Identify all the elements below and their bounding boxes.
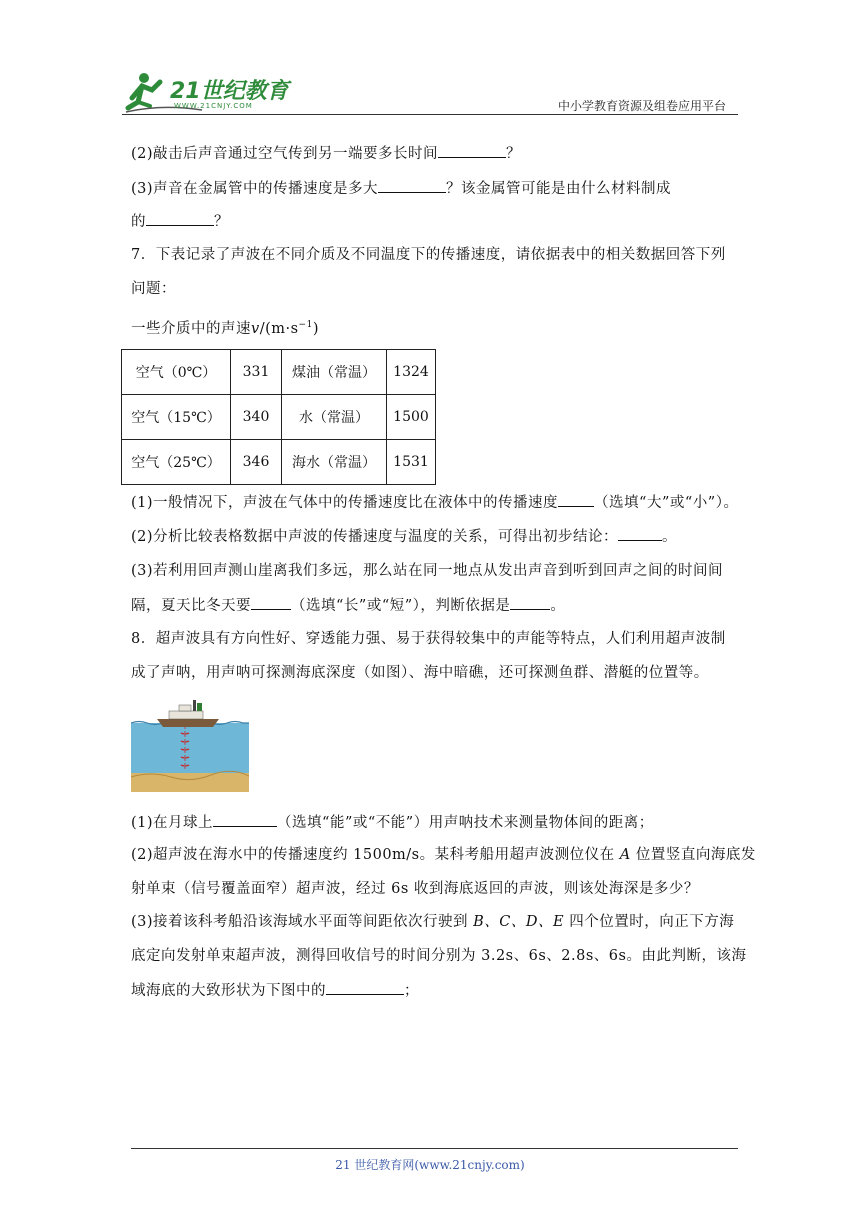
sonar-ship-illustration — [131, 697, 249, 792]
sonar-ship-image — [131, 697, 249, 792]
q6-part3-line1: (3)声音在金属管中的传播速度是多大 ？该金属管可能是由什么材料制成 — [131, 178, 671, 199]
q8-part3-line2: 底定向发射单束超声波，测得回收信号的时间分别为 3.2s、6s、2.8s、6s。由此判断，该海 — [131, 948, 747, 964]
answer-blank[interactable] — [558, 492, 594, 507]
logo — [122, 68, 297, 116]
logo-url: WWW.21CNJY.COM — [174, 102, 253, 110]
q6-part3-line2: 的 ？ — [131, 211, 229, 232]
table-cell: 1324 — [387, 350, 436, 395]
table-cell: 340 — [231, 395, 282, 440]
answer-blank[interactable] — [510, 595, 550, 610]
q7-stem-line1: 7．下表记录了声波在不同介质及不同温度下的传播速度，请依据表中的相关数据回答下列 — [131, 247, 726, 263]
table-cell: 海水（常温） — [282, 440, 387, 485]
table-row — [122, 440, 436, 485]
q7-part3-line2: 隔，夏天比冬天要 （选填“长”或“短”），判断依据是 。 — [131, 595, 565, 616]
table-cell: 空气（0℃） — [122, 350, 231, 395]
header-divider — [122, 114, 738, 115]
table-row — [122, 395, 436, 440]
table-cell: 水（常温） — [282, 395, 387, 440]
answer-blank[interactable] — [438, 143, 506, 158]
q8-stem-line2: 成了声呐，用声呐可探测海底深度（如图）、海中暗礁，还可探测鱼群、潜艇的位置等。 — [131, 665, 709, 681]
footer-text[interactable]: 21 世纪教育网(www.21cnjy.com) — [335, 1158, 525, 1172]
answer-blank[interactable] — [213, 812, 277, 827]
table-cell: 346 — [231, 440, 282, 485]
q7-part1: (1)一般情况下，声波在气体中的传播速度比在液体中的传播速度 （选填“大”或“小”）。 — [131, 492, 738, 513]
answer-blank[interactable] — [378, 178, 446, 193]
platform-name: 中小学教育资源及组卷应用平台 — [557, 99, 726, 113]
q7-part3-line1: (3)若利用回声测山崖离我们多远，那么站在同一地点从发出声音到听到回声之间的时间间 — [131, 563, 724, 579]
q8-part2-line2: 射单束（信号覆盖面窄）超声波，经过 6s 收到海底返回的声波，则该处海深是多少？ — [131, 881, 699, 897]
q6-part2: (2)敲击后声音通过空气传到另一端要多长时间 ？ — [131, 143, 521, 164]
q8-part2-line1: (2)超声波在海水中的传播速度约 1500m/s。某科考船用超声波测位仪在 A 位置竖直向海底发 — [131, 847, 756, 863]
logo-text: 21世纪教育 — [170, 79, 289, 104]
footer-divider — [131, 1148, 738, 1149]
table-cell: 1500 — [387, 395, 436, 440]
table-cell: 空气（15℃） — [122, 395, 231, 440]
q8-part3-line1: (3)接着该科考船沿该海域水平面等间距依次行驶到 B、C、D、E 四个位置时，向正下方海 — [131, 914, 735, 930]
answer-blank[interactable] — [326, 980, 404, 995]
table-cell: 1531 — [387, 440, 436, 485]
answer-blank[interactable] — [251, 595, 291, 610]
q7-table-caption: 一些介质中的声速$v/(m\cdot s^{-1})$ — [131, 320, 319, 337]
q8-part3-line3: 域海底的大致形状为下图中的 ； — [131, 980, 419, 1001]
table-cell: 空气（25℃） — [122, 440, 231, 485]
q8-part1: (1)在月球上 （选填“能”或“不能”）用声呐技术来测量物体间的距离； — [131, 812, 654, 833]
table-row — [122, 350, 436, 395]
q8-stem-line1: 8．超声波具有方向性好、穿透能力强、易于获得较集中的声能等特点，人们利用超声波制 — [131, 631, 726, 647]
answer-blank[interactable] — [146, 211, 214, 226]
table-cell: 煤油（常温） — [282, 350, 387, 395]
table-cell: 331 — [231, 350, 282, 395]
q7-stem-line2: 问题： — [131, 281, 176, 297]
q7-part2: (2)分析比较表格数据中声波的传播速度与温度的关系，可得出初步结论： 。 — [131, 526, 677, 547]
answer-blank[interactable] — [618, 526, 662, 541]
sound-speed-table — [121, 349, 436, 485]
